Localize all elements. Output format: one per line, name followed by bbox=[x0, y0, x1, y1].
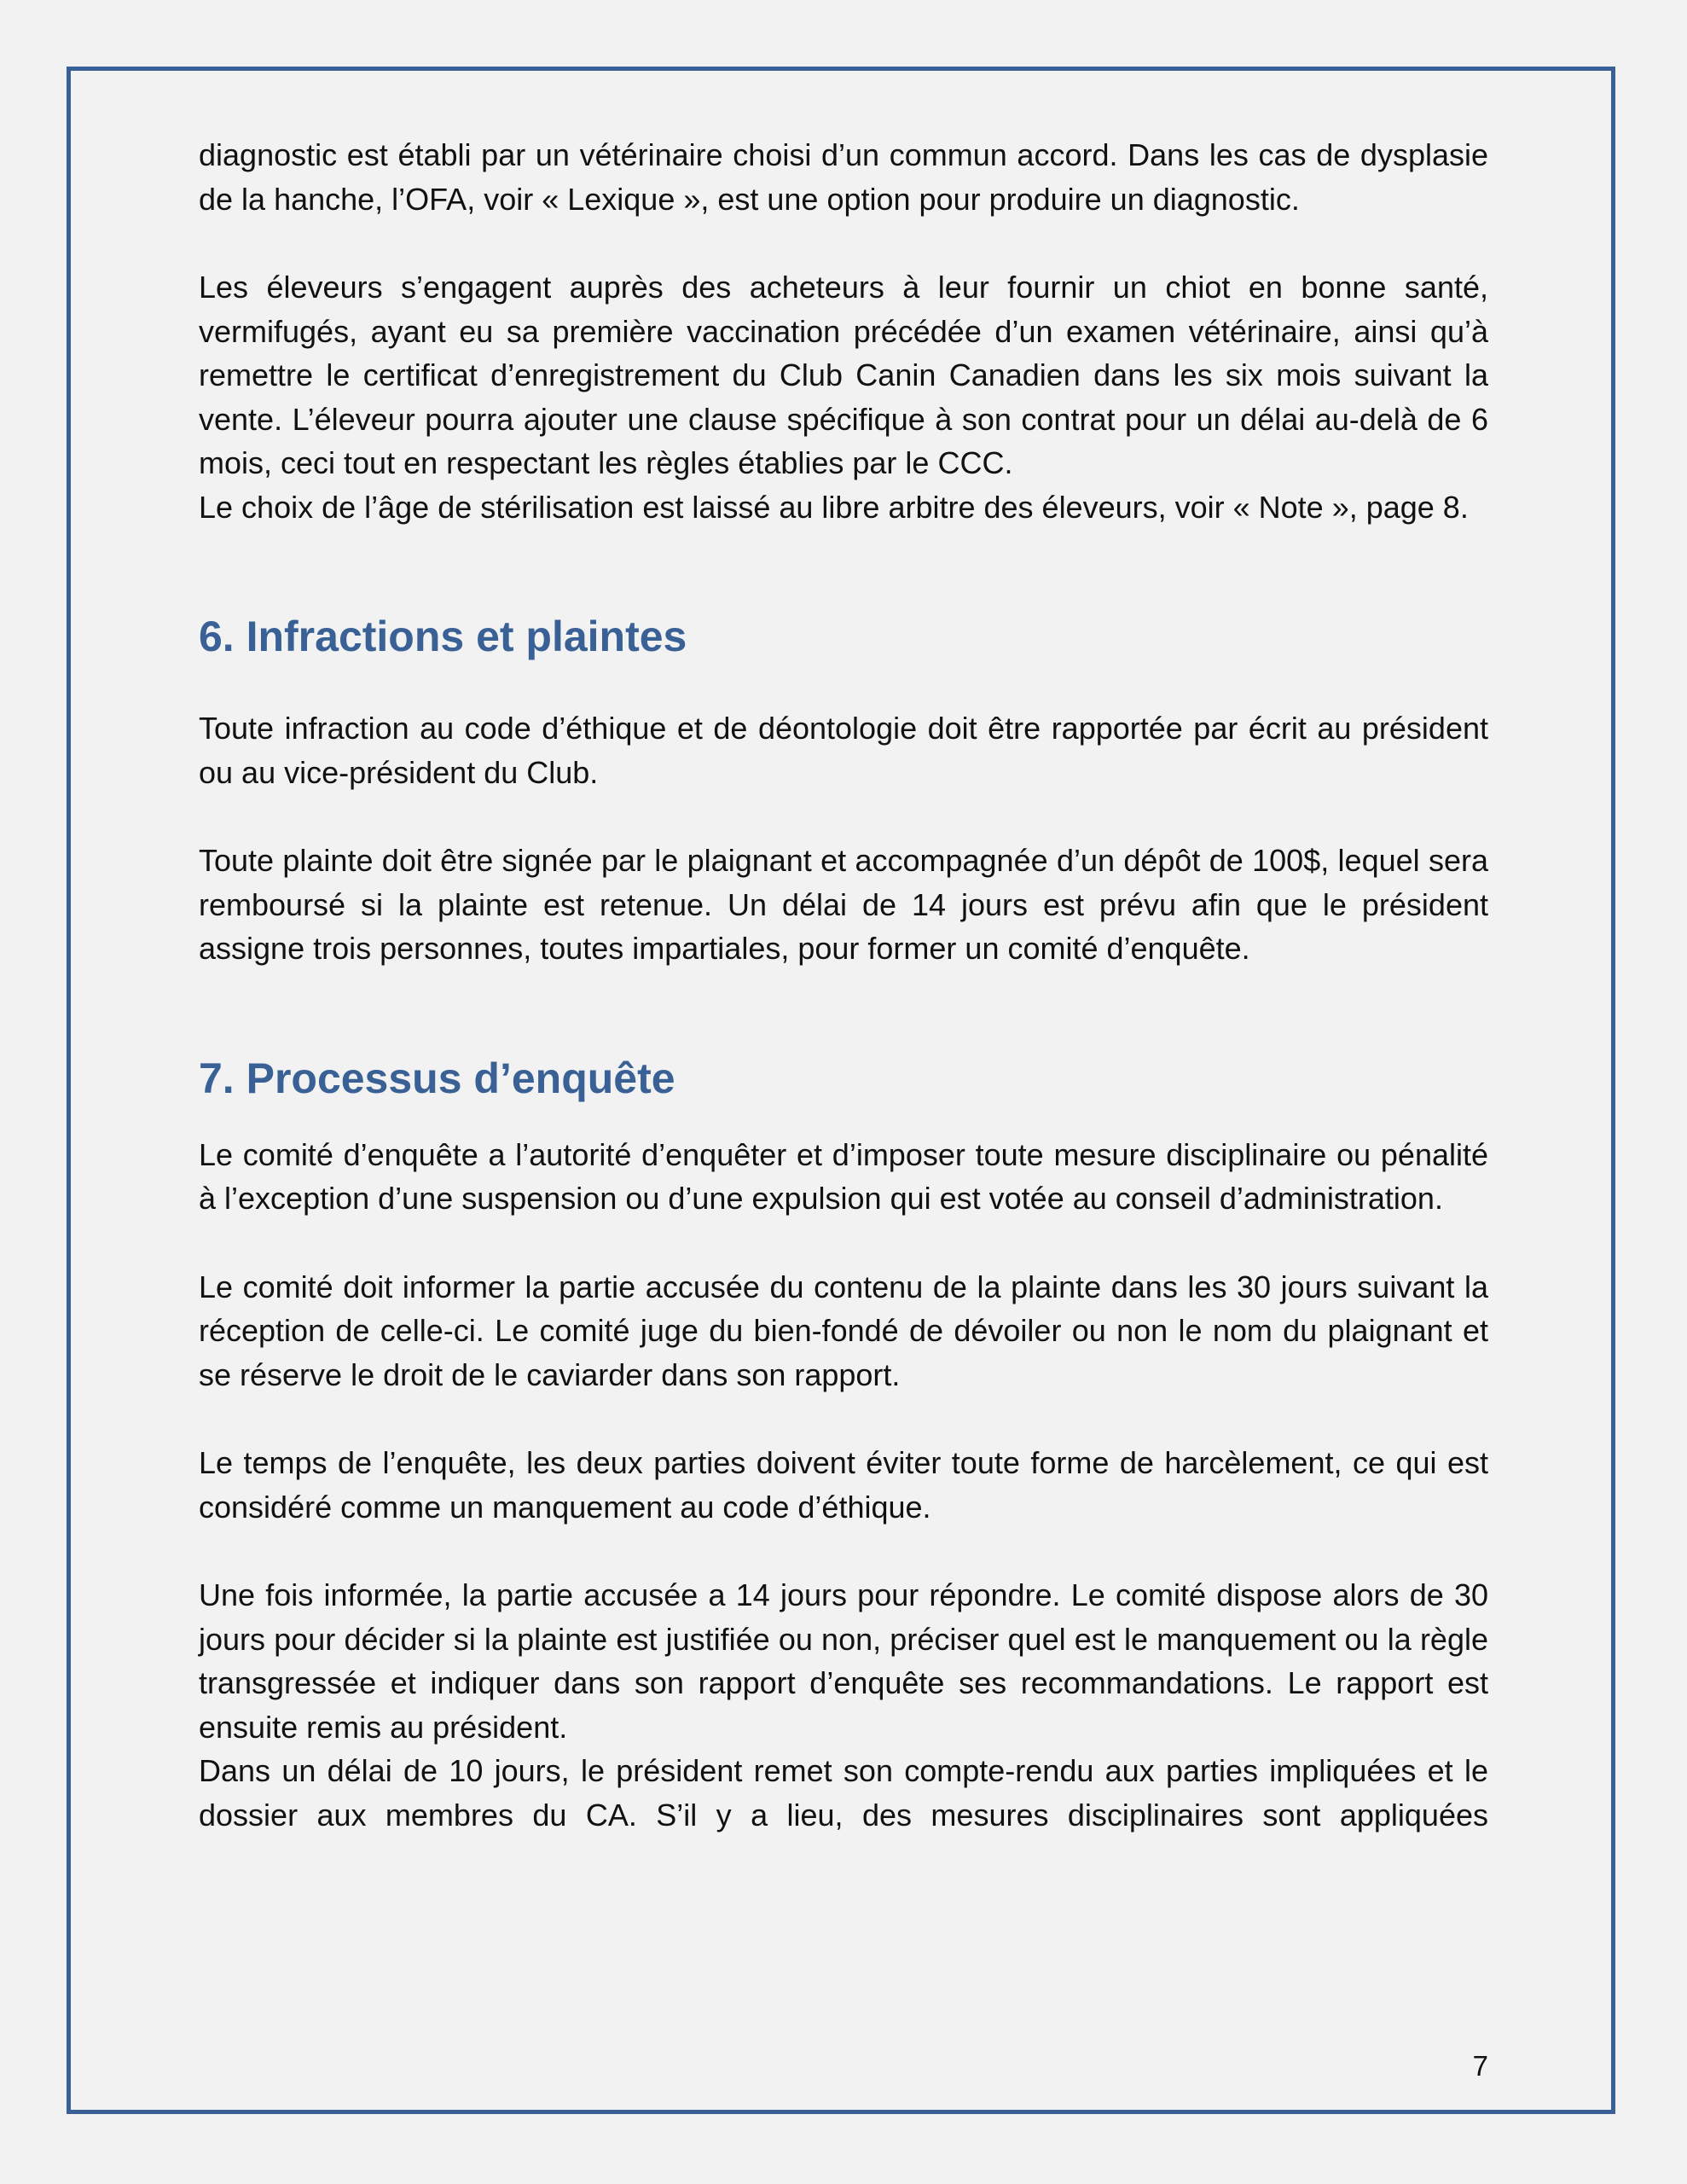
section-7-heading: 7. Processus d’enquête bbox=[199, 1054, 675, 1102]
paragraph-committee-notification: Le comité doit informer la partie accusée du contenu de la plainte dans les 30 jours suivant la réception de celle-ci. Le comité juge du bien-fondé de dévoiler ou non le nom du plaignant et se réserve le droit de le caviarder dans son rapport. bbox=[199, 1269, 1488, 1392]
paragraph-committee-authority: Le comité d’enquête a l’autorité d’enquêter et d’imposer toute mesure disciplinaire ou pénalité à l’exception d’une suspension ou d’une expulsion qui est votée au conseil d’administration. bbox=[199, 1136, 1488, 1216]
paragraph-sterilization-age: Le choix de l’âge de stérilisation est laissé au libre arbitre des éleveurs, voir « Note », page 8. bbox=[199, 489, 1469, 525]
heading-spacer bbox=[199, 1104, 1488, 1133]
paragraph-infraction-report: Toute infraction au code d’éthique et de déontologie doit être rapportée par écrit au président ou au vice-président du Club. bbox=[199, 711, 1488, 790]
paragraph-response-delays: Une fois informée, la partie accusée a 14 jours pour répondre. Le comité dispose alors de 30 jours pour décider si la plainte est justifiée ou non, préciser quel est le manquement ou la règle transgressée et indiquer dans son rapport d’enquête ses recommandations. Le rapport est ensuite remis au président. bbox=[199, 1577, 1488, 1745]
paragraph-spacer bbox=[199, 221, 1488, 265]
heading-spacer bbox=[199, 662, 1488, 706]
paragraph-spacer bbox=[199, 794, 1488, 839]
paragraph-spacer bbox=[199, 1397, 1488, 1441]
paragraph-breeder-commitments: Les éleveurs s’engagent auprès des acheteurs à leur fournir un chiot en bonne santé, vermifugés, ayant eu sa première vaccination précédée d’un examen vétérinaire, ainsi qu’à remettre le certificat d’enregistrement du Club Canin Canadien dans les six mois suivant la vente. L’éleveur pourra ajouter une clause spécifique à son contrat pour un délai au-delà de 6 mois, ceci tout en respectant les règles établies par le CCC. bbox=[199, 270, 1488, 480]
section-spacer bbox=[199, 971, 1488, 1053]
paragraph-spacer bbox=[199, 1529, 1488, 1573]
paragraph-president-report: Dans un délai de 10 jours, le président remet son compte-rendu aux parties impliquées et le dossier aux membres du CA. S’il y a lieu, des mesures disciplinaires sont appliquées bbox=[199, 1753, 1488, 1833]
section-6-heading: 6. Infractions et plaintes bbox=[199, 613, 687, 660]
document-body bbox=[199, 133, 1488, 1837]
section-spacer bbox=[199, 529, 1488, 611]
paragraph-spacer bbox=[199, 1221, 1488, 1265]
paragraph-diagnostic: diagnostic est établi par un vétérinaire choisi d’un commun accord. Dans les cas de dysplasie de la hanche, l’OFA, voir « Lexique », est une option pour produire un diagnostic. bbox=[199, 137, 1488, 217]
page-number: 7 bbox=[1472, 2050, 1488, 2082]
paragraph-complaint-deposit: Toute plainte doit être signée par le plaignant et accompagnée d’un dépôt de 100$, lequel sera remboursé si la plainte est retenue. Un délai de 14 jours est prévu afin que le président assigne trois personnes, toutes impartiales, pour former un comité d’enquête. bbox=[199, 843, 1488, 966]
paragraph-harassment: Le temps de l’enquête, les deux parties doivent éviter toute forme de harcèlement, ce qui est considéré comme un manquement au code d’éthique. bbox=[199, 1445, 1488, 1525]
